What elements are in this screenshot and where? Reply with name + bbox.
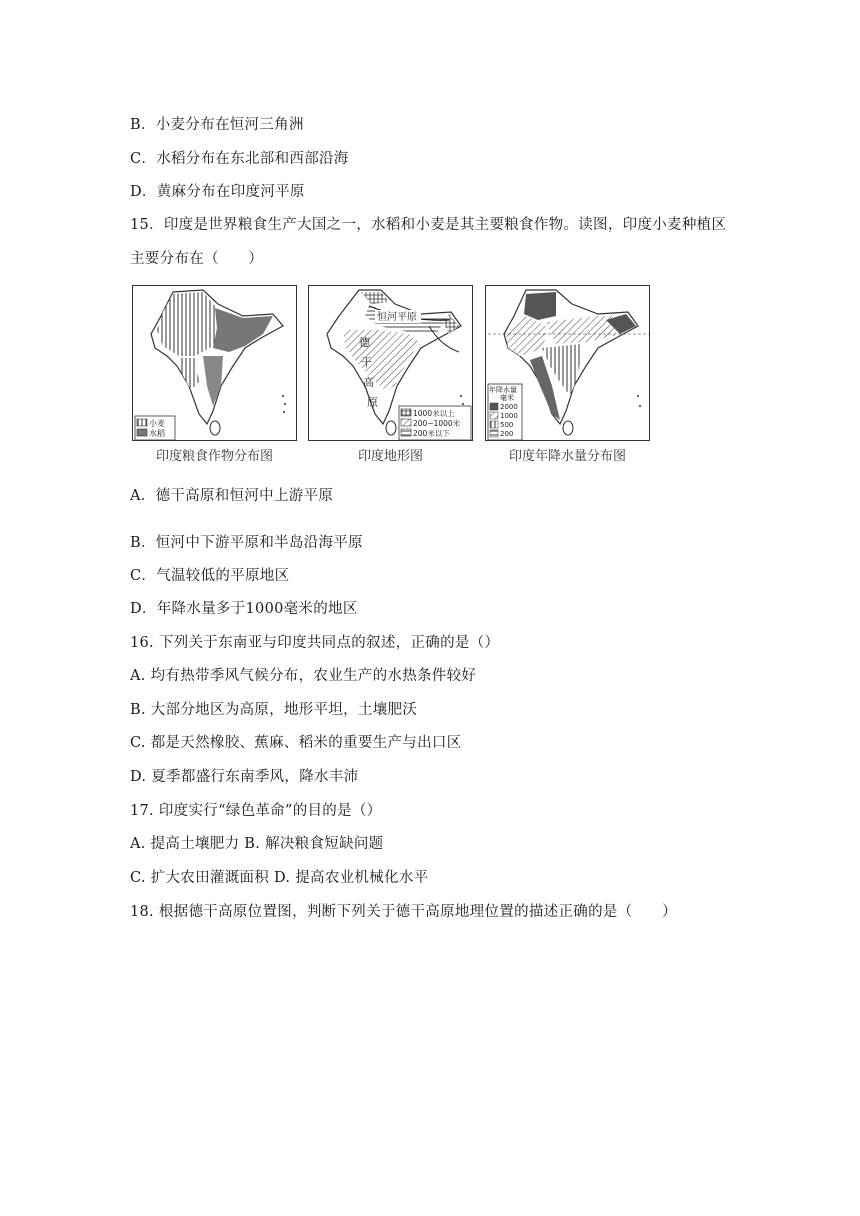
rainfall-map-graphic <box>486 286 650 441</box>
option-line: C. 都是天然橡胶、蕉麻、稻米的重要生产与出口区 <box>130 735 462 751</box>
legend-low-label: 200米以下 <box>413 429 450 438</box>
option-line: B．小麦分布在恒河三角洲 <box>130 117 304 133</box>
legend-rice-label: 水稻 <box>149 429 165 438</box>
option-line: D. 夏季都盛行东南季风，降水丰沛 <box>130 769 359 785</box>
rainfall-map-caption: 印度年降水量分布图 <box>508 449 626 464</box>
option-line: B. 大部分地区为高原，地形平坦，土壤肥沃 <box>130 702 418 718</box>
ganges-plain-label: 恒河平原 <box>377 312 417 323</box>
legend-wheat-label: 小麦 <box>149 419 165 428</box>
terrain-map-graphic <box>309 286 473 441</box>
option-line: B．恒河中下游平原和半岛沿海平原 <box>130 535 363 551</box>
rainfall-legend-1000: 1000 <box>500 412 518 420</box>
option-line: A. 均有热带季风气候分布，农业生产的水热条件较好 <box>130 668 477 684</box>
question-16-stem: 16. 下列关于东南亚与印度共同点的叙述，正确的是（） <box>130 635 500 651</box>
crop-distribution-map <box>132 285 297 441</box>
option-line: C．水稻分布在东北部和西部沿海 <box>130 151 349 167</box>
deccan-char-1: 德 <box>359 336 370 349</box>
rainfall-legend-unit: 毫米 <box>500 394 514 402</box>
question-18-stem: 18. 根据德干高原位置图，判断下列关于德干高原地理位置的描述正确的是（ ） <box>130 904 677 920</box>
legend-high-label: 1000米以上 <box>413 409 455 418</box>
question-17-stem: 17. 印度实行“绿色革命”的目的是（） <box>130 803 382 819</box>
option-line: A. 提高土壤肥力 B. 解决粮食短缺问题 <box>130 836 384 852</box>
terrain-map <box>308 285 473 441</box>
deccan-char-3: 高 <box>363 376 374 389</box>
question-15-stem-cont: 主要分布在（ ） <box>130 251 264 267</box>
india-maps-figure <box>132 285 652 467</box>
crop-map-graphic <box>133 286 297 441</box>
question-15-stem: 15．印度是世界粮食生产大国之一，水稻和小麦是其主要粮食作物。读图，印度小麦种植区 <box>130 217 727 233</box>
option-line: C．气温较低的平原地区 <box>130 568 290 584</box>
rainfall-legend-title: 年降水量 <box>489 386 517 394</box>
crop-map-caption: 印度粮食作物分布图 <box>155 449 273 464</box>
deccan-char-2: 干 <box>361 356 372 369</box>
legend-mid-label: 200~1000米 <box>413 419 461 428</box>
rainfall-map <box>485 285 650 441</box>
rainfall-legend-500: 500 <box>500 421 514 429</box>
deccan-char-4: 原 <box>367 396 378 409</box>
option-line: C. 扩大农田灌溉面积 D. 提高农业机械化水平 <box>130 870 429 886</box>
option-line: A．德干高原和恒河中上游平原 <box>130 488 334 504</box>
terrain-map-caption: 印度地形图 <box>357 449 423 464</box>
rainfall-legend-2000: 2000 <box>500 403 518 411</box>
option-line: D．黄麻分布在印度河平原 <box>130 184 305 200</box>
option-line: D．年降水量多于1000毫米的地区 <box>130 601 358 617</box>
rainfall-legend-200: 200 <box>500 430 514 438</box>
